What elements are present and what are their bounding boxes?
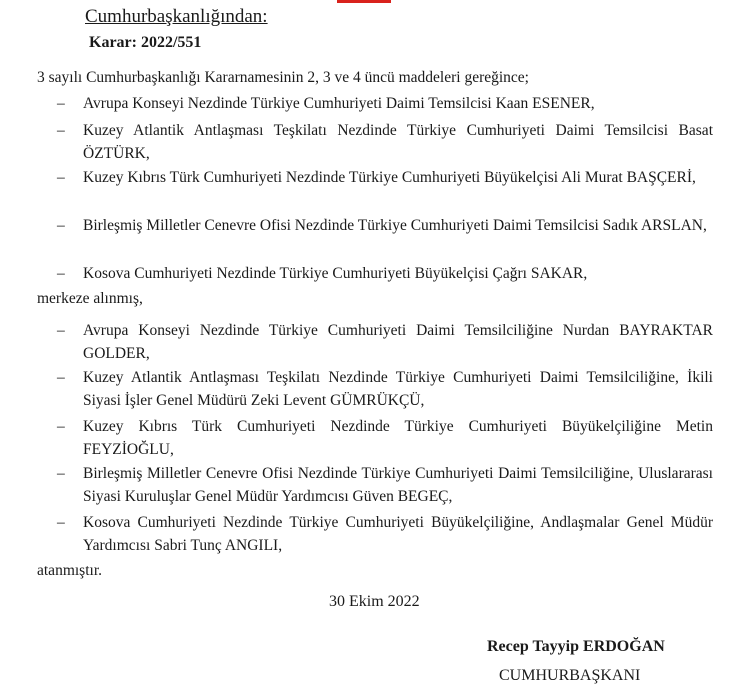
dash: – [57, 322, 65, 339]
item-text: Kuzey Kıbrıs Türk Cumhuriyeti Nezdinde Türkiye Cumhuriyeti Büyükelçiliğine Metin FEYZİOĞLU, [83, 418, 713, 458]
item-text: Kosova Cumhuriyeti Nezdinde Türkiye Cumhuriyeti Büyükelçisi Çağrı SAKAR, [83, 265, 588, 282]
intro-text: 3 sayılı Cumhurbaşkanlığı Kararnamesinin 2, 3 ve 4 üncü maddeleri gereğince; [37, 69, 529, 86]
appointment-statement: atanmıştır. [37, 562, 103, 579]
item-text: Birleşmiş Milletler Cenevre Ofisi Nezdinde Türkiye Cumhuriyeti Daimi Temsilciliğine, Uluslararası Siyasi Kuruluşlar Genel Müdür Yardımcısı Güven BEGEÇ, [83, 465, 713, 505]
dash: – [57, 265, 65, 282]
item-text: Kuzey Atlantik Antlaşması Teşkilatı Nezdinde Türkiye Cumhuriyeti Daimi Temsilciliğine, İkili Siyasi İşler Genel Müdürü Zeki Levent GÜMRÜKÇÜ, [83, 369, 713, 409]
list-item [57, 319, 713, 365]
list-item [57, 119, 713, 165]
item-text: Avrupa Konseyi Nezdinde Türkiye Cumhuriyeti Daimi Temsilciliğine Nurdan BAYRAKTAR GOLDER, [83, 322, 713, 362]
dash: – [57, 465, 65, 482]
issuer-heading: Cumhurbaşkanlığından: [85, 6, 268, 27]
list-item [57, 214, 713, 237]
document-date: 30 Ekim 2022 [329, 593, 420, 610]
decision-number: Karar: 2022/551 [89, 34, 202, 51]
dash: – [57, 217, 65, 234]
list-item [57, 366, 713, 412]
list-item [57, 166, 713, 189]
dash: – [57, 418, 65, 435]
list-item [57, 262, 713, 285]
dash: – [57, 169, 65, 186]
item-text: Birleşmiş Milletler Cenevre Ofisi Nezdinde Türkiye Cumhuriyeti Daimi Temsilcisi Sadık ARSLAN, [83, 217, 707, 234]
item-text: Kosova Cumhuriyeti Nezdinde Türkiye Cumhuriyeti Büyükelçiliğine, Andlaşmalar Genel Müdür Yardımcısı Sabri Tunç ANGILI, [83, 514, 713, 554]
list-item [57, 415, 713, 461]
dash: – [57, 122, 65, 139]
dash: – [57, 369, 65, 386]
item-text: Avrupa Konseyi Nezdinde Türkiye Cumhuriyeti Daimi Temsilcisi Kaan ESENER, [83, 95, 595, 112]
item-text: Kuzey Atlantik Antlaşması Teşkilatı Nezdinde Türkiye Cumhuriyeti Daimi Temsilcisi Basat ÖZTÜRK, [83, 122, 713, 162]
list-item [57, 462, 713, 508]
signer-name: Recep Tayyip ERDOĞAN [487, 638, 665, 655]
dash: – [57, 95, 65, 112]
list-item [57, 92, 713, 115]
dash: – [57, 514, 65, 531]
list-item [57, 511, 713, 557]
item-text: Kuzey Kıbrıs Türk Cumhuriyeti Nezdinde Türkiye Cumhuriyeti Büyükelçisi Ali Murat BAŞÇERİ, [83, 169, 696, 186]
header-accent-bar [337, 0, 391, 3]
signer-title: CUMHURBAŞKANI [499, 667, 641, 684]
recall-statement: merkeze alınmış, [37, 290, 143, 307]
